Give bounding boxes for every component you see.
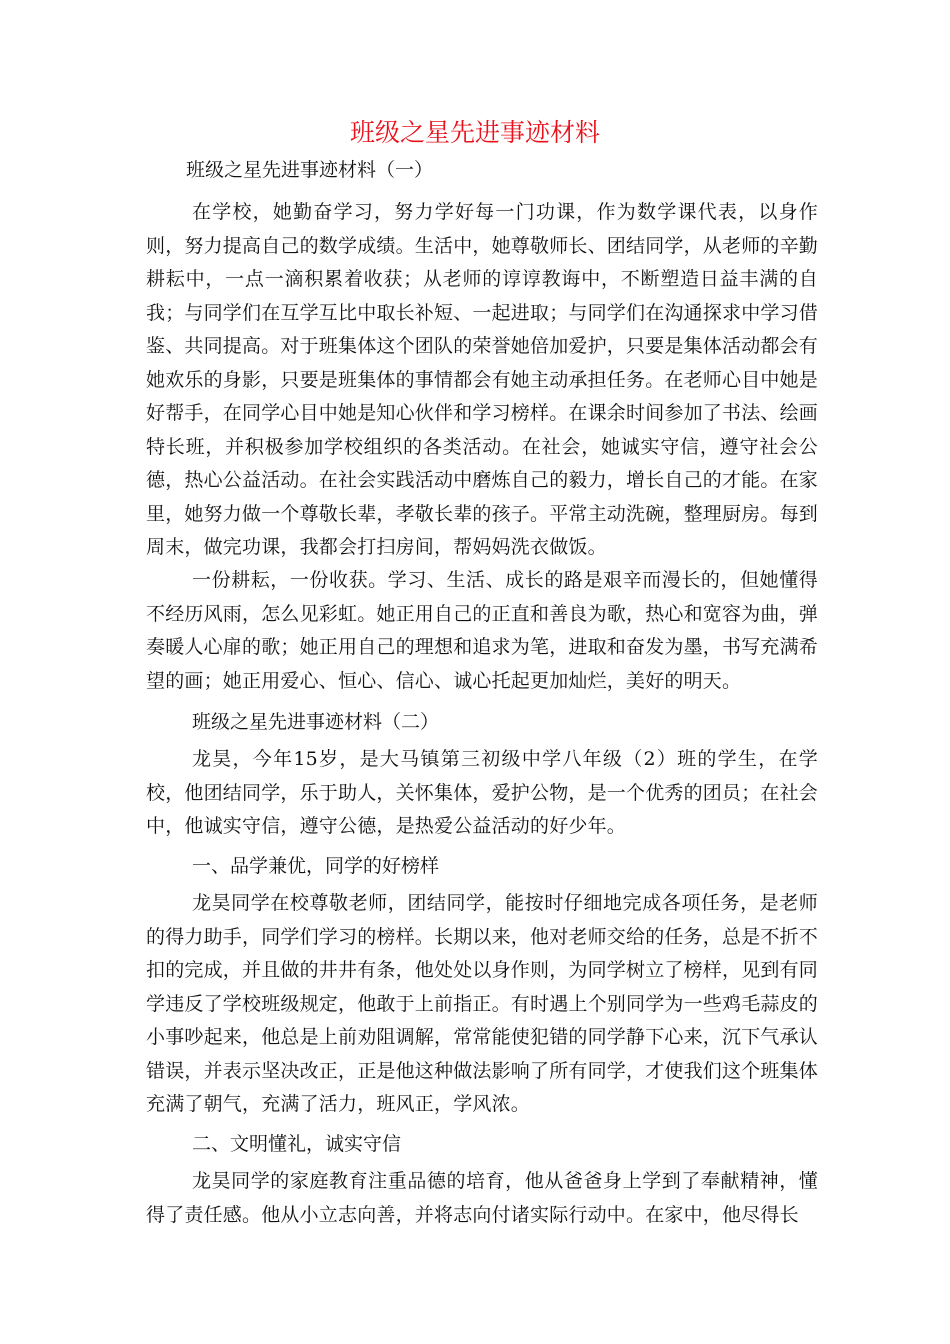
section-heading-2: 二、文明懂礼，诚实守信	[192, 1133, 402, 1155]
paragraph-3: 龙昊，今年15岁，是大马镇第三初级中学八年级（2）班的学生，在学校，他团结同学，乐于助人，关怀集体，爱护公物，是一个优秀的团员；在社会中，他诚实守信，遵守公德，是热爱公益活动的好少年。	[146, 748, 819, 837]
section-subtitle-1: 班级之星先进事迹材料（一）	[186, 159, 434, 181]
paragraph-4: 龙昊同学在校尊敬老师，团结同学，能按时仔细地完成各项任务，是老师的得力助手，同学们学习的榜样。长期以来，他对老师交给的任务，总是不折不扣的完成，并且做的井井有条，他处处以身作则，为同学树立了榜样，见到有同学违反了学校班级规定，他敢于上前指正。有时遇上个别同学为一些鸡毛蒜皮的小事吵起来，他总是上前劝阻调解，常常能使犯错的同学静下心来，沉下气承认错误，并表示坚决改正，正是他这种做法影响了所有同学，才使我们这个班集体充满了朝气，充满了活力，班风正，学风浓。	[146, 892, 819, 1115]
paragraph-1: 在学校，她勤奋学习，努力学好每一门功课，作为数学课代表，以身作则，努力提高自己的数学成绩。生活中，她尊敬师长、团结同学，从老师的辛勤耕耘中，一点一滴积累着收获；从老师的谆谆教诲中，不断塑造日益丰满的自我；与同学们在互学互比中取长补短、一起进取；与同学们在沟通探求中学习借鉴、共同提高。对于班集体这个团队的荣誉她倍加爱护，只要是集体活动都会有她欢乐的身影，只要是班集体的事情都会有她主动承担任务。在老师心目中她是好帮手，在同学心目中她是知心伙伴和学习榜样。在课余时间参加了书法、绘画特长班，并积极参加学校组织的各类活动。在社会，她诚实守信，遵守社会公德，热心公益活动。在社会实践活动中磨炼自己的毅力，增长自己的才能。在家里，她努力做一个尊敬长辈，孝敬长辈的孩子。平常主动洗碗，整理厨房。每到周末，做完功课，我都会打扫房间，帮妈妈洗衣做饭。	[146, 201, 819, 558]
document-title: 班级之星先进事迹材料	[349, 118, 600, 147]
section-heading-1: 一、品学兼优，同学的好榜样	[192, 855, 440, 877]
paragraph-5: 龙昊同学的家庭教育注重品德的培育，他从爸爸身上学到了奉献精神，懂得了责任感。他从小立志向善，并将志向付诸实际行动中。在家中，他尽得长	[146, 1170, 818, 1226]
section-subtitle-2: 班级之星先进事迹材料（二）	[192, 711, 440, 733]
paragraph-2: 一份耕耘，一份收获。学习、生活、成长的路是艰辛而漫长的，但她懂得不经历风雨，怎么见彩虹。她正用自己的正直和善良为歌，热心和宽容为曲，弹奏暖人心扉的歌；她正用自己的理想和追求为笔，进取和奋发为墨，书写充满希望的画；她正用爱心、恒心、信心、诚心托起更加灿烂，美好的明天。	[146, 569, 819, 692]
